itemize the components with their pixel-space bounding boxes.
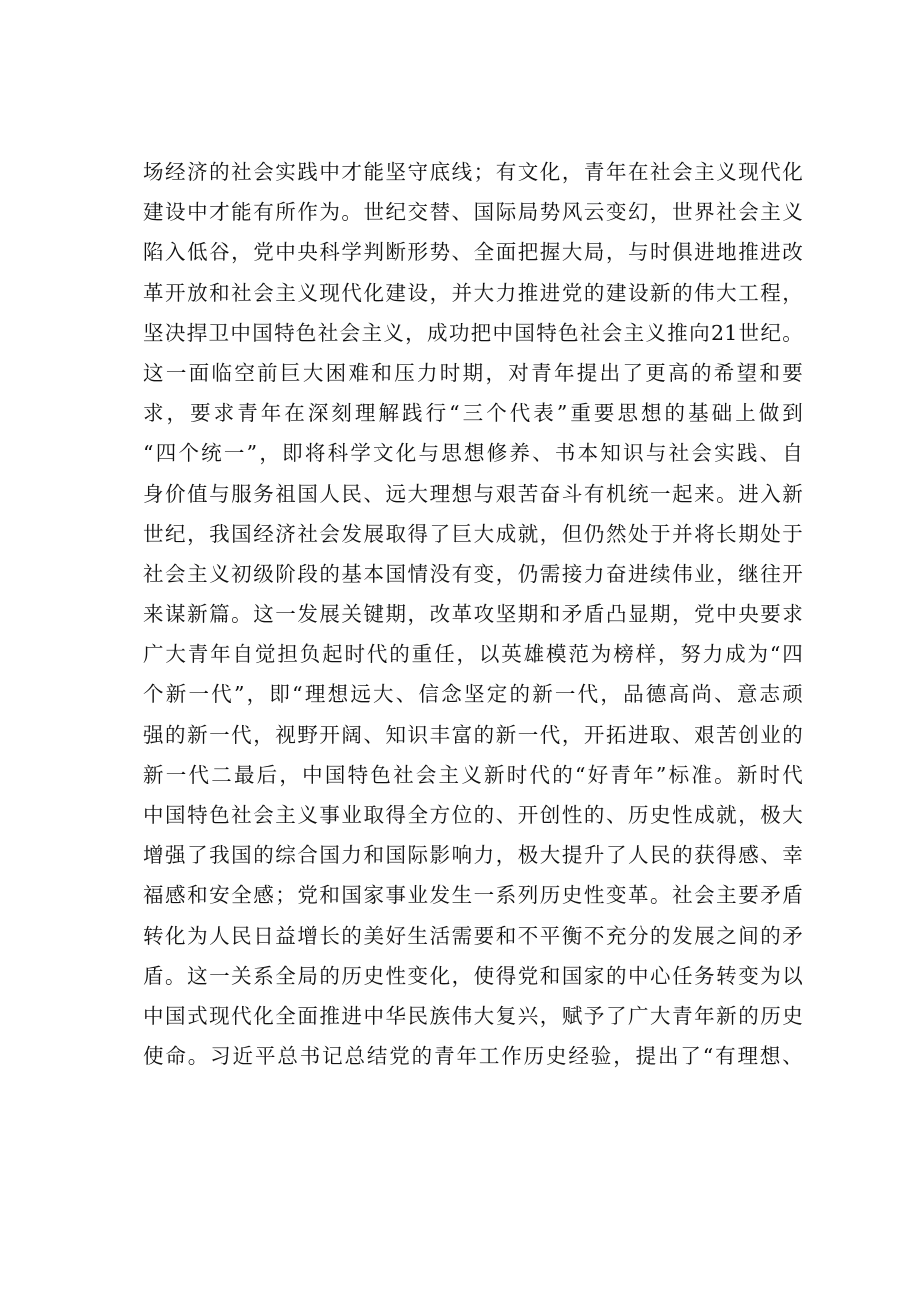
text-line: 增强了我国的综合国力和国际影响力，极大提升了人民的获得感、幸 [143,843,803,868]
text-line: 盾。这一关系全局的历史性变化，使得党和国家的中心任务转变为以 [143,963,803,988]
text-line: 中国特色社会主义事业取得全方位的、开创性的、历史性成就，极大 [143,803,803,827]
text-line: 强的新一代，视野开阔、知识丰富的新一代，开拓进取、艰苦创业的 [143,722,803,747]
text-line: 世纪，我国经济社会发展取得了巨大成就，但仍然处于并将长期处于 [143,521,803,546]
text-line: 广大青年自觉担负起时代的重任，以英雄模范为榜样，努力成为“四 [143,642,803,667]
text-line: 来谋新篇。这一发展关键期，改革攻坚期和矛盾凸显期，党中央要求 [143,602,803,627]
body-paragraph [143,152,803,1076]
text-line: 中国式现代化全面推进中华民族伟大复兴，赋予了广大青年新的历史 [143,1003,803,1028]
text-line: 个新一代”，即“理想远大、信念坚定的新一代，品德高尚、意志顽 [143,682,803,707]
text-line: 社会主义初级阶段的基本国情没有变，仍需接力奋进续伟业，继往开 [143,561,803,586]
text-line: 这一面临空前巨大困难和压力时期，对青年提出了更高的希望和要 [143,360,803,385]
text-line: “四个统一”，即将科学文化与思想修养、书本知识与社会实践、自 [143,441,803,466]
text-line: 革开放和社会主义现代化建设，并大力推进党的建设新的伟大工程， [143,280,803,305]
text-line: 使命。习近平总书记总结党的青年工作历史经验，提出了“有理想、 [143,1044,803,1069]
text-line: 求，要求青年在深刻理解践行“三个代表”重要思想的基础上做到 [143,401,803,426]
text-line: 陷入低谷，党中央科学判断形势、全面把握大局，与时俱进地推进改 [143,240,803,265]
text-line: 坚决捍卫中国特色社会主义，成功把中国特色社会主义推向21世纪。 [143,320,803,345]
text-line: 福感和安全感；党和国家事业发生一系列历史性变革。社会主要矛盾 [143,883,803,908]
text-line: 身价值与服务祖国人民、远大理想与艰苦奋斗有机统一起来。进入新 [143,481,803,506]
text-line: 新一代二最后，中国特色社会主义新时代的“好青年”标准。新时代 [143,762,803,787]
text-line: 转化为人民日益增长的美好生活需要和不平衡不充分的发展之间的矛 [143,923,803,948]
text-line: 建设中才能有所作为。世纪交替、国际局势风云变幻，世界社会主义 [143,200,803,225]
text-line: 场经济的社会实践中才能坚守底线；有文化，青年在社会主义现代化 [143,160,803,184]
